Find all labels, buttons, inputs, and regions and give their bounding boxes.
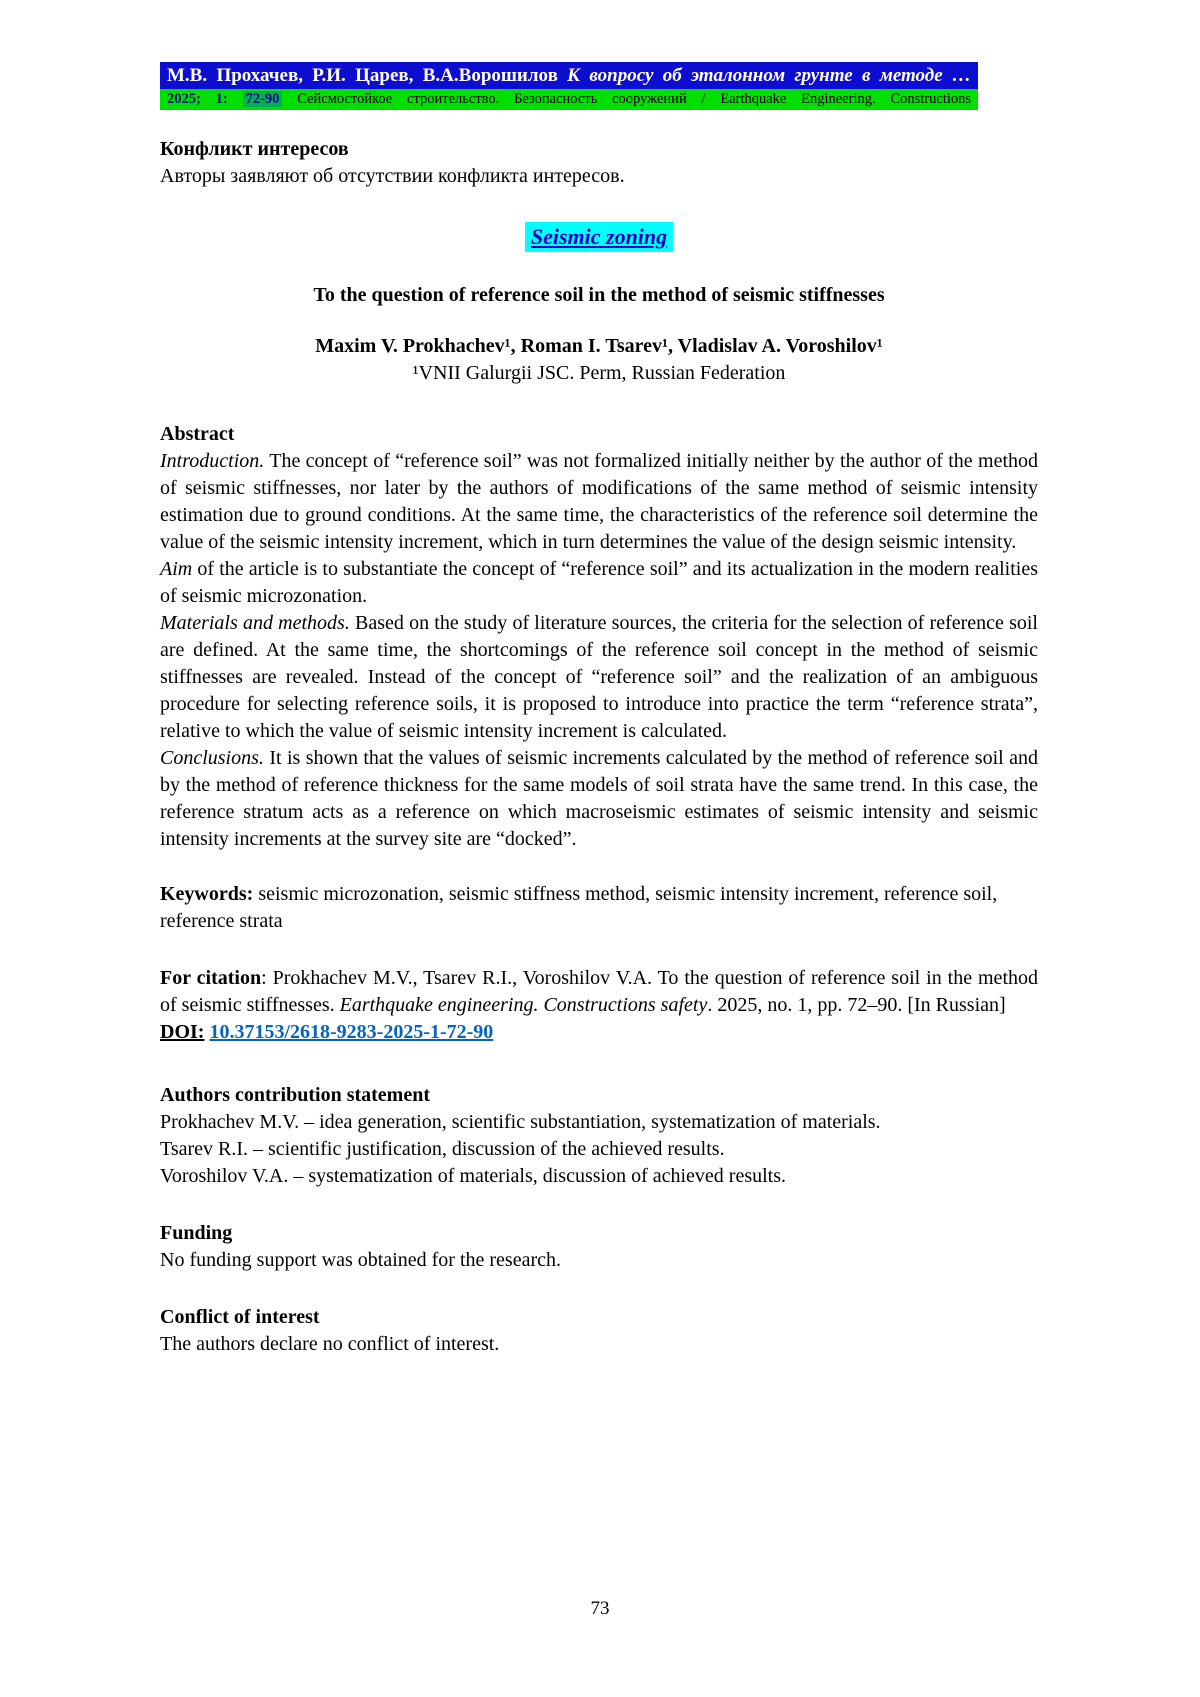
abstract-text-aim: of the article is to substantiate the concept of “reference soil” and its actualization in the modern realities of seismic microzonation. — [160, 558, 1038, 607]
abstract-lead-conclusions: Conclusions. — [160, 747, 264, 769]
abstract-heading: Abstract — [160, 423, 235, 445]
running-head-article-title: К вопросу об эталонном грунте в методе … — [567, 65, 971, 86]
article-affiliation: ¹VNII Galurgii JSC. Perm, Russian Federation — [412, 362, 786, 384]
abstract-paragraph-materials — [160, 610, 1038, 745]
conflict-ru-text: Авторы заявляют об отсутствии конфликта интересов. — [160, 165, 625, 187]
citation-text-2: . 2025, no. 1, pp. 72–90. [In Russian] — [707, 994, 1006, 1016]
running-head-pages: 72-90 — [243, 91, 283, 107]
citation-block — [160, 965, 1038, 1046]
doi-label: DOI: — [160, 1021, 205, 1043]
abstract-lead-materials: Materials and methods. — [160, 612, 350, 634]
funding-heading: Funding — [160, 1222, 233, 1244]
running-head-journal-name: Сейсмостойкое строительство. Безопасность сооружений / Earthquake Engineering. Constructions — [297, 91, 972, 107]
abstract-lead-introduction: Introduction. — [160, 450, 265, 472]
abstract-paragraph-introduction — [160, 448, 1038, 556]
contribution-item-voroshilov: Voroshilov V.A. – systematization of materials, discussion of achieved results. — [160, 1165, 787, 1187]
funding-block — [160, 1220, 1038, 1274]
contribution-item-prokhachev: Prokhachev M.V. – idea generation, scientific substantiation, systematization of materials. — [160, 1111, 881, 1133]
running-head — [160, 62, 978, 110]
conflict-en-heading: Conflict of interest — [160, 1306, 320, 1328]
keywords-text: seismic microzonation, seismic stiffness method, seismic intensity increment, reference soil, reference strata — [160, 883, 998, 932]
keywords-block — [160, 881, 1038, 935]
article-title: To the question of reference soil in the method of seismic stiffnesses — [313, 284, 885, 306]
page-number: 73 — [590, 1598, 610, 1619]
abstract-text-conclusions: It is shown that the values of seismic increments calculated by the method of reference soil and by the method of reference thickness for the same models of soil strata have the same trend. In this case, the reference stratum acts as a reference on which macroseismic estimates of seismic intensity and seismic intensity increments at the survey site are “docked”. — [160, 747, 1038, 850]
page-content — [160, 62, 1038, 1358]
doi-line — [160, 1019, 1038, 1046]
keywords-label: Keywords: — [160, 883, 254, 905]
conflict-en-block — [160, 1304, 1038, 1358]
running-head-title-row — [160, 62, 978, 89]
abstract-paragraph-conclusions — [160, 745, 1038, 853]
running-head-year: 2025; — [167, 91, 201, 107]
conflict-en-text: The authors declare no conflict of interest. — [160, 1333, 500, 1355]
citation-text-1: : Prokhachev M.V., Tsarev R.I., Voroshilov V.A. To the question of reference soil in the method of seismic stiffnesses. — [160, 967, 1038, 1016]
abstract-text-introduction: The concept of “reference soil” was not formalized initially neither by the author of the method of seismic stiffnesses, nor later by the authors of modifications of the same method of seismic intensity estimation due to ground conditions. At the same time, the characteristics of the reference soil determine the value of the seismic intensity increment, which in turn determines the value of the design seismic intensity. — [160, 450, 1038, 553]
section-banner-row — [160, 222, 1038, 252]
abstract-text-materials: Based on the study of literature sources, the criteria for the selection of reference soil are defined. At the same time, the shortcomings of the reference soil concept in the method of seismic stiffnesses are revealed. Instead of the concept of “reference soil” and the realization of an ambiguous procedure for selecting reference soils, it is proposed to introduce into practice the term “reference strata”, relative to which the value of seismic intensity increment is calculated. — [160, 612, 1038, 742]
abstract-paragraph-aim — [160, 556, 1038, 610]
contribution-block — [160, 1082, 1038, 1190]
contribution-heading: Authors contribution statement — [160, 1084, 430, 1106]
running-head-issue: 1: — [215, 91, 228, 107]
running-head-authors: М.В. Прохачев, Р.И. Царев, В.А.Ворошилов — [167, 65, 558, 86]
citation-label: For citation — [160, 967, 262, 989]
contribution-item-tsarev: Tsarev R.I. – scientific justification, discussion of the achieved results. — [160, 1138, 725, 1160]
funding-text: No funding support was obtained for the research. — [160, 1249, 561, 1271]
section-banner: Seismic zoning — [525, 222, 673, 252]
article-authors: Maxim V. Prokhachev¹, Roman I. Tsarev¹, Vladislav A. Voroshilov¹ — [315, 335, 883, 357]
conflict-ru-heading: Конфликт интересов — [160, 138, 349, 160]
citation-journal-name: Earthquake engineering. Constructions safety — [339, 994, 708, 1016]
running-head-journal-row — [160, 89, 978, 110]
doi-link[interactable]: 10.37153/2618-9283-2025-1-72-90 — [209, 1021, 494, 1043]
abstract-lead-aim: Aim — [160, 558, 193, 580]
